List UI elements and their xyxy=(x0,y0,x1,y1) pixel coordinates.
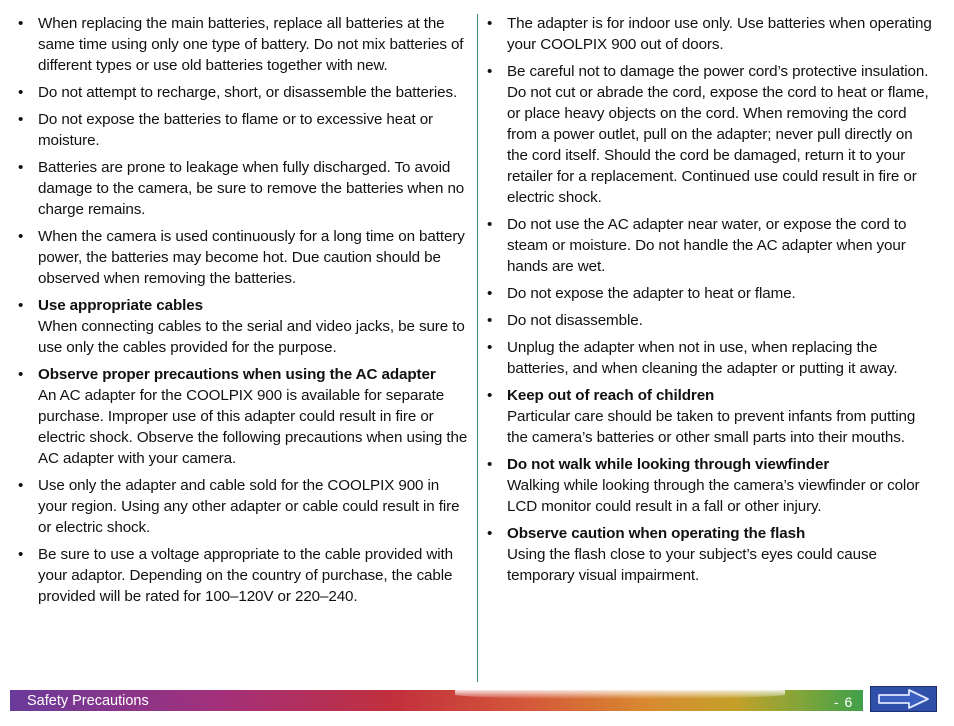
list-item xyxy=(18,295,470,358)
item-text: Walking while looking through the camera’s viewfinder or color LCD monitor could result in a fall or other injury. xyxy=(507,477,920,515)
list-item xyxy=(487,283,935,304)
bullet-icon: • xyxy=(18,297,24,314)
bullet-icon: • xyxy=(487,285,493,302)
list-item xyxy=(18,544,470,607)
item-text: Using the flash close to your subject’s eyes could cause temporary visual impairment. xyxy=(507,546,877,584)
list-item xyxy=(487,337,935,379)
item-text: Do not use the AC adapter near water, or expose the cord to steam or moisture. Do not handle the AC adapter when your hands are wet. xyxy=(507,216,907,275)
bullet-icon: • xyxy=(487,312,493,329)
list-item xyxy=(18,226,470,289)
page-number: - 6 - xyxy=(834,694,854,726)
bullet-icon: • xyxy=(18,228,24,245)
item-text: When connecting cables to the serial and video jacks, be sure to use only the cables provided for the purpose. xyxy=(38,318,465,356)
bullet-icon: • xyxy=(18,111,24,128)
item-text: The adapter is for indoor use only. Use batteries when operating your COOLPIX 900 out of doors. xyxy=(507,15,932,53)
bullet-icon: • xyxy=(487,387,493,404)
bullet-icon: • xyxy=(487,339,493,356)
bullet-icon: • xyxy=(487,216,493,233)
list-item xyxy=(18,364,470,469)
list-item xyxy=(18,157,470,220)
list-item xyxy=(487,385,935,448)
item-text: Do not disassemble. xyxy=(507,312,643,329)
list-item xyxy=(18,109,470,151)
column-divider xyxy=(477,14,478,682)
bullet-icon: • xyxy=(18,84,24,101)
item-text: Be sure to use a voltage appropriate to the cable provided with your adaptor. Depending on the country of purchase, the cable provided will be rated for 100–120V or 220–240. xyxy=(38,546,453,605)
item-text: When the camera is used continuously for a long time on battery power, the batteries may become hot. Due caution should be observed when removing the batteries. xyxy=(38,228,465,287)
list-item xyxy=(487,214,935,277)
bullet-icon: • xyxy=(18,15,24,32)
list-item xyxy=(18,13,470,76)
right-list xyxy=(487,13,935,586)
list-item xyxy=(487,310,935,331)
left-column xyxy=(18,13,470,613)
item-heading: Use appropriate cables xyxy=(38,297,203,314)
right-column xyxy=(487,13,935,592)
item-text: Batteries are prone to leakage when fully discharged. To avoid damage to the camera, be sure to remove the batteries when no charge remains. xyxy=(38,159,465,218)
item-text: Unplug the adapter when not in use, when replacing the batteries, and when cleaning the adapter or putting it away. xyxy=(507,339,898,377)
next-page-button[interactable] xyxy=(870,686,937,712)
footer-bar xyxy=(10,690,863,726)
item-text: Be careful not to damage the power cord’s protective insulation. Do not cut or abrade the cord, expose the cord to heat or flame, or place heavy objects on the cord. When removing the cord from a power outlet, pull on the adapter; never pull directly on the cord itself. Should the cord be damaged, return it to your retailer for a replacement. Continued use could result in fire or electric shock. xyxy=(507,63,929,206)
right-arrow-icon xyxy=(871,687,936,711)
item-heading: Observe proper precautions when using the AC adapter xyxy=(38,366,436,383)
bullet-icon: • xyxy=(487,15,493,32)
bullet-icon: • xyxy=(18,477,24,494)
item-text: Do not expose the batteries to flame or to excessive heat or moisture. xyxy=(38,111,434,149)
footer-highlight xyxy=(455,690,785,699)
item-text: Use only the adapter and cable sold for the COOLPIX 900 in your region. Using any other adapter or cable could result in fire or electric shock. xyxy=(38,477,460,536)
item-text: When replacing the main batteries, replace all batteries at the same time using only one type of battery. Do not mix batteries of different types or use old batteries together with new. xyxy=(38,15,464,74)
list-item xyxy=(487,13,935,55)
list-item xyxy=(487,454,935,517)
section-title: Safety Precautions xyxy=(27,693,149,709)
left-list xyxy=(18,13,470,607)
bullet-icon: • xyxy=(487,456,493,473)
page-footer xyxy=(0,688,954,726)
item-heading: Keep out of reach of children xyxy=(507,387,715,404)
item-text: Particular care should be taken to prevent infants from putting the camera’s batteries or other small parts into their mouths. xyxy=(507,408,916,446)
bullet-icon: • xyxy=(487,525,493,542)
list-item xyxy=(487,61,935,208)
item-heading: Observe caution when operating the flash xyxy=(507,525,806,542)
bullet-icon: • xyxy=(18,546,24,563)
bullet-icon: • xyxy=(487,63,493,80)
bullet-icon: • xyxy=(18,366,24,383)
list-item xyxy=(18,82,470,103)
list-item xyxy=(487,523,935,586)
item-text: An AC adapter for the COOLPIX 900 is available for separate purchase. Improper use of this adapter could result in fire or electric shock. Observe the following precautions when using the AC adapter with your camera. xyxy=(38,387,468,467)
item-heading: Do not walk while looking through viewfinder xyxy=(507,456,830,473)
list-item xyxy=(18,475,470,538)
item-text: Do not attempt to recharge, short, or disassemble the batteries. xyxy=(38,84,458,101)
item-text: Do not expose the adapter to heat or flame. xyxy=(507,285,796,302)
bullet-icon: • xyxy=(18,159,24,176)
